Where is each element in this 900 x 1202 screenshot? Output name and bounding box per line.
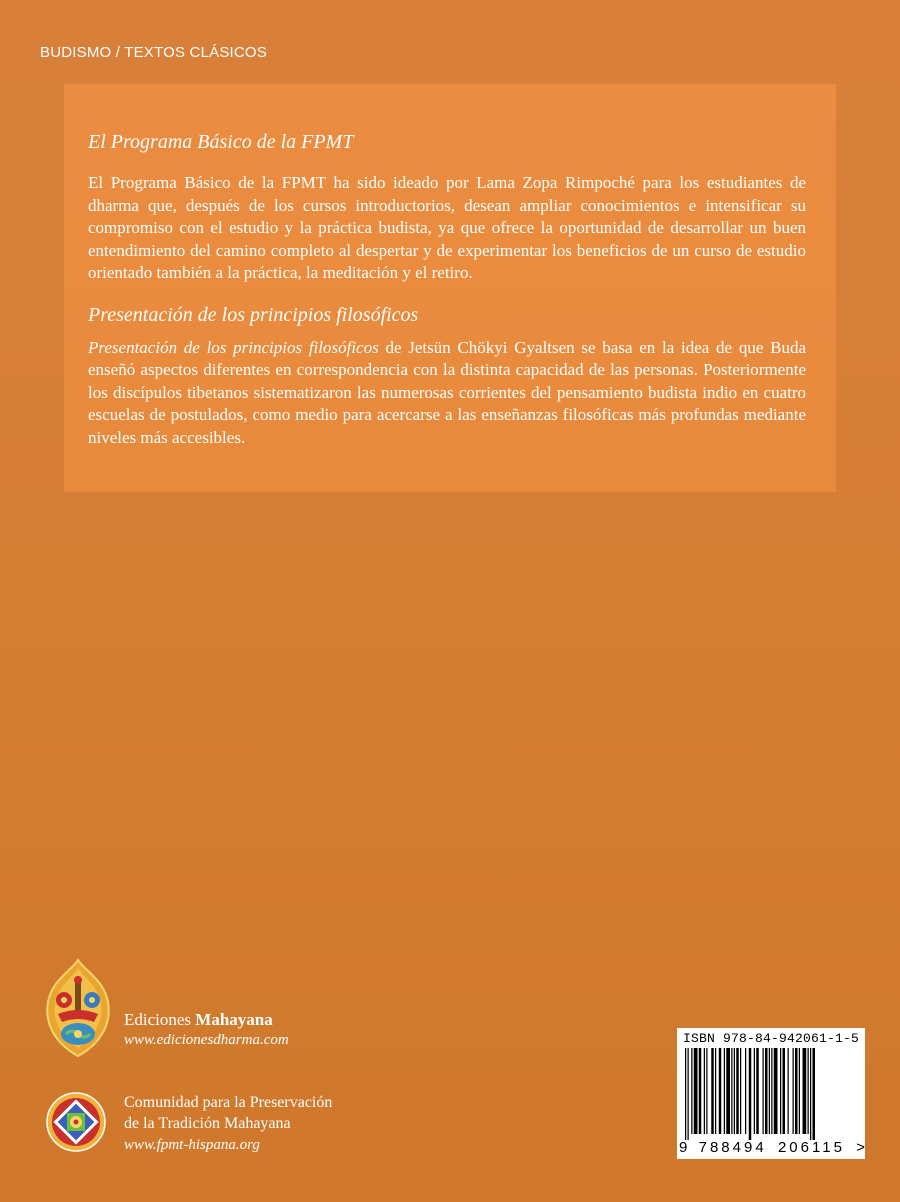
- publisher-name: Ediciones Mahayana: [124, 1010, 273, 1029]
- barcode-bar: [715, 1048, 716, 1134]
- barcode-bar: [724, 1048, 725, 1134]
- section-heading-principles: Presentación de los principios filosóficos: [88, 303, 419, 326]
- barcode-bar: [754, 1048, 755, 1134]
- barcode-bar: [726, 1048, 730, 1134]
- isbn-barcode: [677, 1028, 865, 1159]
- section-body-principles: [88, 337, 806, 450]
- organization-url[interactable]: www.fpmt-hispana.org: [124, 1137, 260, 1153]
- section-heading-program: El Programa Básico de la FPMT: [88, 131, 354, 153]
- organization-line-1: Comunidad para la Preservación: [124, 1094, 333, 1111]
- barcode-bar: [685, 1048, 686, 1140]
- publisher-url[interactable]: www.edicionesdharma.com: [124, 1032, 289, 1048]
- barcode-bar: [763, 1048, 764, 1134]
- book-title-italic: Presentación de los principios filosóficos: [88, 337, 379, 357]
- barcode-bar: [810, 1048, 811, 1140]
- category-label: BUDISMO / TEXTOS CLÁSICOS: [40, 44, 267, 61]
- barcode-bar: [704, 1048, 705, 1134]
- barcode-bar: [734, 1048, 735, 1134]
- barcode-marker: >: [856, 1139, 865, 1156]
- section-body-principles-text: de Jetsün Chökyi Gyaltsen se basa en la idea de que Buda enseñó aspectos diferentes en correspondencia con la distinta capacidad de las personas. Posteriormente los discípulos tibetanos sistematizaron las numerosas corrientes del pensamiento budista indio en cuatro escuelas de postulados, como medio para acercarse a las enseñanzas filosóficas más profundas mediante niveles más accesibles.: [88, 337, 806, 447]
- barcode-bar: [795, 1048, 798, 1134]
- barcode-digits: [679, 1139, 865, 1156]
- barcode-bar: [745, 1048, 746, 1134]
- barcode-bar: [719, 1048, 722, 1134]
- barcode-bar: [756, 1048, 759, 1134]
- barcode-bar: [694, 1048, 698, 1134]
- description-panel: [64, 84, 836, 492]
- barcode-group-1: 788494: [698, 1139, 767, 1156]
- barcode-bar: [771, 1048, 772, 1134]
- barcode-bar: [740, 1048, 741, 1134]
- barcode-bars: [685, 1048, 857, 1140]
- barcode-bar: [711, 1048, 714, 1134]
- barcode-bar: [765, 1048, 768, 1134]
- barcode-bar: [688, 1048, 689, 1140]
- fpmt-logo-icon: [46, 1092, 106, 1152]
- barcode-group-2: 206115: [777, 1139, 845, 1156]
- barcode-bar: [731, 1048, 732, 1134]
- barcode-first-digit: 9: [679, 1139, 688, 1156]
- barcode-bar: [780, 1048, 781, 1134]
- publisher-logo-icon: [42, 958, 114, 1058]
- barcode-bar: [691, 1048, 692, 1134]
- barcode-bar: [813, 1048, 816, 1140]
- barcode-bar: [783, 1048, 786, 1134]
- barcode-bar: [793, 1048, 794, 1134]
- barcode-bar: [736, 1048, 739, 1134]
- section-body-program: El Programa Básico de la FPMT ha sido ideado por Lama Zopa Rimpoché para los estudiantes de dharma que, después de los cursos introductorios, desean ampliar conocimientos e intensificar su compromiso con el estudio y la práctica budista, ya que ofrece la oportunidad de desarrollar un buen entendimiento del camino completo al despertar y de experimentar los beneficios de un curso de estudio orientado también a la práctica, la meditación y el retiro.: [88, 173, 806, 282]
- barcode-bar: [699, 1048, 702, 1134]
- barcode-bar: [749, 1048, 752, 1140]
- barcode-bar: [788, 1048, 789, 1134]
- isbn-text: ISBN 978-84-942061-1-5: [683, 1031, 860, 1046]
- barcode-bar: [799, 1048, 800, 1134]
- organization-line-2: de la Tradición Mahayana: [124, 1115, 291, 1132]
- description-content: [88, 130, 806, 467]
- barcode-bar: [706, 1048, 707, 1134]
- barcode-bar: [803, 1048, 807, 1134]
- barcode-bar: [808, 1048, 809, 1134]
- barcode-bar: [774, 1048, 778, 1134]
- barcode-bar: [769, 1048, 770, 1134]
